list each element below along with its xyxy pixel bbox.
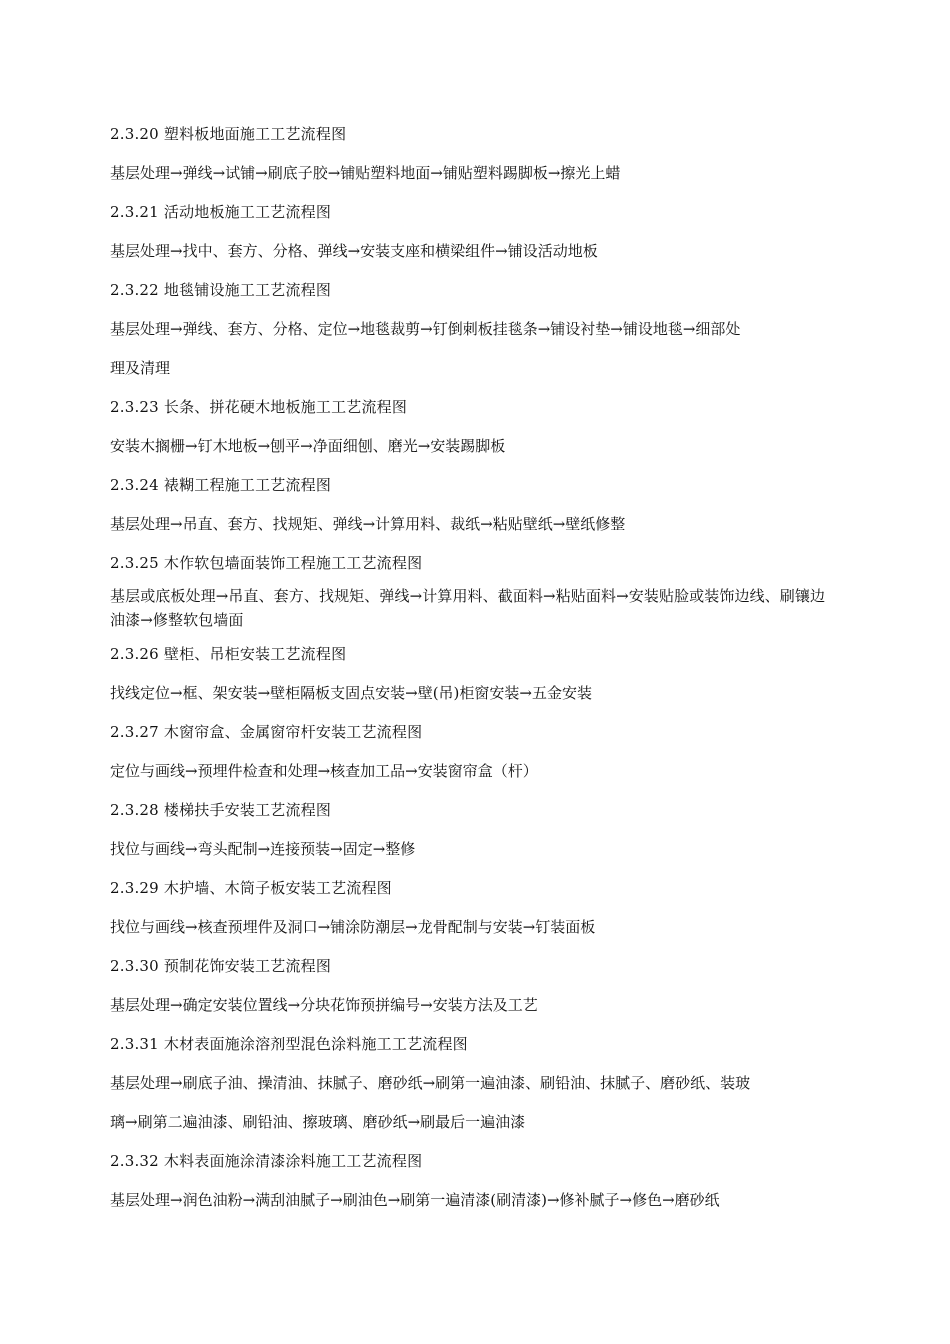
section-text-2-3-32: 基层处理→润色油粉→满刮油腻子→刷油色→刷第一遍清漆(刷清漆)→修补腻子→修色→磨砂纸 xyxy=(110,1191,720,1209)
section-heading-2-3-20: 2.3.20 塑料板地面施工工艺流程图 xyxy=(110,125,347,143)
section-text-2-3-29: 找位与画线→核查预埋件及洞口→铺涂防潮层→龙骨配制与安装→钉装面板 xyxy=(110,918,596,936)
section-text-2-3-25: 基层或底板处理→吊直、套方、找规矩、弹线→计算用料、截面料→粘贴面料→安装贴脸或装饰边线、刷镶边油漆→修整软包墙面 xyxy=(110,587,826,629)
section-text-2-3-21: 基层处理→找中、套方、分格、弹线→安装支座和横梁组件→铺设活动地板 xyxy=(110,242,598,260)
section-text-2-3-24: 基层处理→吊直、套方、找规矩、弹线→计算用料、裁纸→粘贴壁纸→壁纸修整 xyxy=(110,515,626,533)
section-text-2-3-20: 基层处理→弹线→试铺→刷底子胶→铺贴塑料地面→铺贴塑料踢脚板→擦光上蜡 xyxy=(110,164,621,182)
section-text-2-3-22-line-2: 理及清理 xyxy=(110,359,171,377)
section-text-2-3-22-line-1: 基层处理→弹线、套方、分格、定位→地毯裁剪→钉倒刺板挂毯条→铺设衬垫→铺设地毯→细部处 xyxy=(110,320,741,338)
section-text-2-3-27: 定位与画线→预埋件检查和处理→核查加工品→安装窗帘盒（杆） xyxy=(110,762,538,780)
section-text-2-3-30: 基层处理→确定安装位置线→分块花饰预拼编号→安装方法及工艺 xyxy=(110,996,538,1014)
section-heading-2-3-26: 2.3.26 壁柜、吊柜安装工艺流程图 xyxy=(110,645,347,663)
section-heading-2-3-25: 2.3.25 木作软包墙面装饰工程施工工艺流程图 xyxy=(110,554,423,572)
section-heading-2-3-28: 2.3.28 楼梯扶手安装工艺流程图 xyxy=(110,801,332,819)
section-text-2-3-23: 安装木搁栅→钉木地板→刨平→净面细刨、磨光→安装踢脚板 xyxy=(110,437,506,455)
section-text-2-3-26: 找线定位→框、架安装→壁柜隔板支固点安装→壁(吊)柜窗安装→五金安装 xyxy=(110,684,592,702)
section-heading-2-3-22: 2.3.22 地毯铺设施工工艺流程图 xyxy=(110,281,332,299)
section-heading-2-3-23: 2.3.23 长条、拼花硬木地板施工工艺流程图 xyxy=(110,398,408,416)
section-text-2-3-28: 找位与画线→弯头配制→连接预装→固定→整修 xyxy=(110,840,416,858)
section-text-2-3-31-line-1: 基层处理→刷底子油、操清油、抹腻子、磨砂纸→刷第一遍油漆、刷铅油、抹腻子、磨砂纸、装玻 xyxy=(110,1074,751,1092)
section-heading-2-3-21: 2.3.21 活动地板施工工艺流程图 xyxy=(110,203,332,221)
section-heading-2-3-31: 2.3.31 木材表面施涂溶剂型混色涂料施工工艺流程图 xyxy=(110,1035,468,1053)
section-heading-2-3-30: 2.3.30 预制花饰安装工艺流程图 xyxy=(110,957,332,975)
section-heading-2-3-27: 2.3.27 木窗帘盒、金属窗帘杆安装工艺流程图 xyxy=(110,723,423,741)
section-heading-2-3-29: 2.3.29 木护墙、木筒子板安装工艺流程图 xyxy=(110,879,392,897)
section-heading-2-3-24: 2.3.24 裱糊工程施工工艺流程图 xyxy=(110,476,332,494)
section-text-2-3-31-line-2: 璃→刷第二遍油漆、刷铅油、擦玻璃、磨砂纸→刷最后一遍油漆 xyxy=(110,1113,526,1131)
section-heading-2-3-32: 2.3.32 木料表面施涂清漆涂料施工工艺流程图 xyxy=(110,1152,423,1170)
